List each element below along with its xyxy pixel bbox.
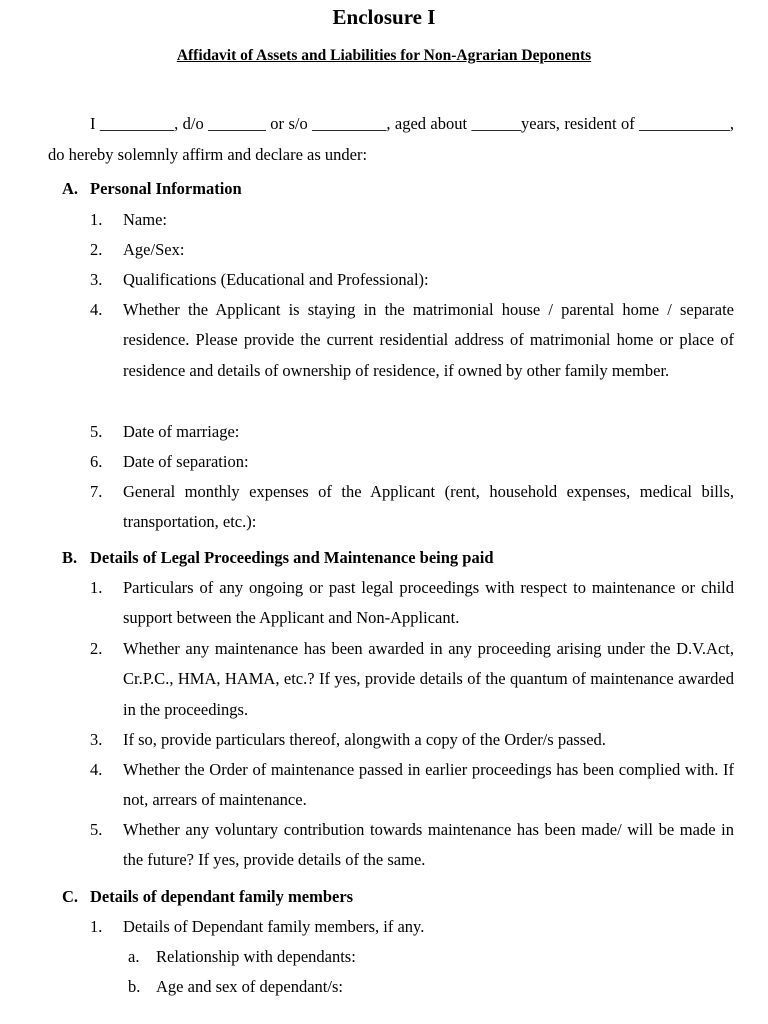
item-number: 3. bbox=[90, 270, 103, 289]
item-text: Age/Sex: bbox=[123, 240, 185, 259]
list-item bbox=[90, 295, 734, 386]
section-title: Details of dependant family members bbox=[90, 887, 354, 906]
item-text: General monthly expenses of the Applicant (rent, household expenses, medical bills, transportation, etc.): bbox=[123, 482, 734, 532]
list-item bbox=[90, 725, 734, 755]
item-text: Whether the Applicant is staying in the matrimonial house / parental home / separate residence. Please provide the current residential address of matrimonial home or place of residence and details of ownership of residence, if owned by other family member. bbox=[123, 300, 734, 380]
sub-list-item bbox=[128, 942, 734, 972]
item-number: 1. bbox=[90, 917, 103, 936]
item-number: 7. bbox=[90, 482, 103, 501]
item-number: 1. bbox=[90, 210, 103, 229]
item-number: 4. bbox=[90, 760, 103, 779]
item-number: 4. bbox=[90, 300, 103, 319]
section-b-heading bbox=[62, 547, 494, 569]
section-a-heading bbox=[62, 178, 242, 200]
section-title: Details of Legal Proceedings and Maintenance being paid bbox=[90, 548, 494, 567]
list-item bbox=[90, 447, 734, 477]
item-text: Date of separation: bbox=[123, 452, 249, 471]
list-item bbox=[90, 205, 734, 235]
list-item bbox=[90, 477, 734, 538]
item-number: 1. bbox=[90, 578, 103, 597]
section-title: Personal Information bbox=[90, 179, 242, 198]
item-text: Whether any maintenance has been awarded in any proceeding arising under the D.V.Act, Cr.P.C., HMA, HAMA, etc.? If yes, provide details of the quantum of maintenance awarded in the proceedings. bbox=[123, 639, 734, 719]
list-item bbox=[90, 417, 734, 447]
sub-item-letter: b. bbox=[128, 977, 141, 996]
item-text: Name: bbox=[123, 210, 167, 229]
item-text: Whether the Order of maintenance passed in earlier proceedings has been complied with. If not, arrears of maintenance. bbox=[123, 760, 734, 810]
list-item bbox=[90, 634, 734, 725]
document-subtitle: Affidavit of Assets and Liabilities for Non-Agrarian Deponents bbox=[176, 47, 592, 64]
section-letter: B. bbox=[62, 548, 78, 567]
intro-paragraph: I _________, d/o _______ or s/o _________, aged about ______years, resident of ___________, do hereby solemnly affirm and declare as under: bbox=[48, 114, 734, 164]
item-number: 3. bbox=[90, 730, 103, 749]
document-title: Enclosure I bbox=[332, 5, 436, 29]
list-item bbox=[90, 815, 734, 876]
item-text: If so, provide particulars thereof, alongwith a copy of the Order/s passed. bbox=[123, 730, 606, 749]
item-number: 2. bbox=[90, 240, 103, 259]
sub-list-item bbox=[128, 972, 734, 1002]
section-c-heading bbox=[62, 886, 353, 908]
list-item bbox=[90, 235, 734, 265]
list-item bbox=[90, 265, 734, 295]
item-number: 2. bbox=[90, 639, 103, 658]
sub-item-letter: a. bbox=[128, 947, 140, 966]
sub-item-text: Age and sex of dependant/s: bbox=[156, 977, 343, 996]
section-letter: A. bbox=[62, 179, 79, 198]
item-text: Whether any voluntary contribution towards maintenance has been made/ will be made in the future? If yes, provide details of the same. bbox=[123, 820, 734, 870]
list-item bbox=[90, 755, 734, 816]
item-number: 6. bbox=[90, 452, 103, 471]
section-letter: C. bbox=[62, 887, 79, 906]
list-item bbox=[90, 912, 734, 942]
item-number: 5. bbox=[90, 422, 103, 441]
item-number: 5. bbox=[90, 820, 103, 839]
item-text: Particulars of any ongoing or past legal proceedings with respect to maintenance or child support between the Applicant and Non-Applicant. bbox=[123, 578, 734, 628]
item-text: Details of Dependant family members, if any. bbox=[123, 917, 425, 936]
sub-item-text: Relationship with dependants: bbox=[156, 947, 356, 966]
item-text: Qualifications (Educational and Professional): bbox=[123, 270, 429, 289]
list-item bbox=[90, 573, 734, 634]
item-text: Date of marriage: bbox=[123, 422, 240, 441]
